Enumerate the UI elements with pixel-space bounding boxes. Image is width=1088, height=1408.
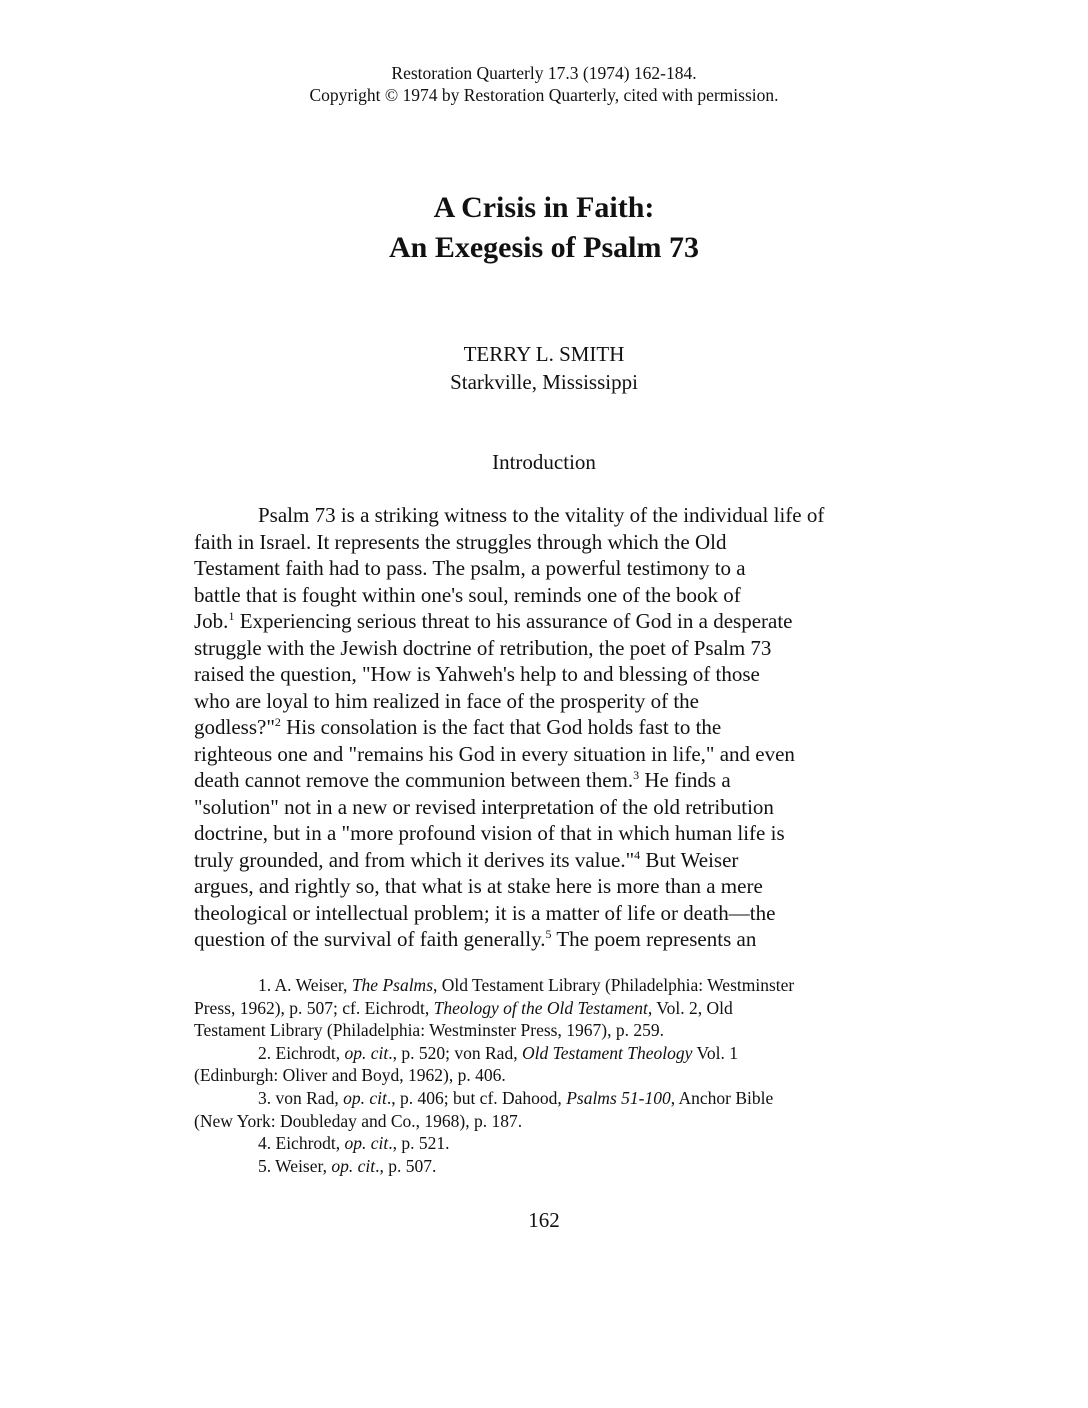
page-number: 162 <box>528 1208 560 1232</box>
body-text-run: question of the survival of faith generally. <box>194 927 546 951</box>
body-line: battle that is fought within one's soul, reminds one of the book of <box>194 582 741 607</box>
body-line: struggle with the Jewish doctrine of retribution, the poet of Psalm 73 <box>194 635 772 660</box>
footnote-4-line <box>194 1132 894 1155</box>
footnote-text: 2. Eichrodt, <box>258 1042 345 1063</box>
body-line: righteous one and "remains his God in every situation in life," and even <box>194 741 795 766</box>
body-line: argues, and rightly so, that what is at stake here is more than a mere <box>194 874 763 898</box>
body-line: Testament faith had to pass. The psalm, a powerful testimony to a <box>194 556 746 580</box>
footnote-1-line: Testament Library (Philadelphia: Westminster Press, 1967), p. 259. <box>194 1020 664 1041</box>
footnote-text: ., p. 521. <box>388 1133 450 1154</box>
body-text-run: death cannot remove the communion between them. <box>194 768 634 792</box>
body-line <box>194 608 894 635</box>
abbreviation: op. cit <box>343 1087 387 1108</box>
body-text-run: But Weiser <box>640 847 739 872</box>
footnote-text: 3. von Rad, <box>258 1087 344 1108</box>
author-location: Starkville, Mississippi <box>450 370 638 394</box>
abbreviation: op. cit <box>331 1155 376 1176</box>
body-line: doctrine, but in a "more profound vision of that in which human life is <box>194 821 785 845</box>
footnote-text: 5. Weiser, <box>258 1155 332 1176</box>
abbreviation: op. cit <box>344 1133 389 1154</box>
author-name: TERRY L. SMITH <box>463 342 625 366</box>
section-heading: Introduction <box>492 450 596 474</box>
body-line <box>194 847 894 874</box>
abbreviation: op. cit <box>344 1042 389 1063</box>
footnote-ref-2[interactable]: 2 <box>274 715 281 729</box>
book-title: Psalms 51-100 <box>566 1087 671 1108</box>
body-text-run: godless?" <box>194 715 275 739</box>
footnote-text: ., p. 520; von Rad, <box>388 1042 522 1063</box>
body-text-run: His consolation is the fact that God holds fast to the <box>280 715 722 739</box>
book-title: The Psalms <box>351 975 433 995</box>
footnote-3-line: (New York: Doubleday and Co., 1968), p. 187. <box>194 1110 523 1131</box>
article-title-line-1: A Crisis in Faith: <box>433 191 655 224</box>
footnote-text: Vol. 1 <box>692 1042 738 1063</box>
footnotes <box>194 974 894 1177</box>
body-line: "solution" not in a new or revised interpretation of the old retribution <box>194 794 774 819</box>
body-line: faith in Israel. It represents the struggles through which the Old <box>194 529 727 554</box>
body-line: Psalm 73 is a striking witness to the vitality of the individual life of <box>258 503 825 527</box>
body-line: raised the question, "How is Yahweh's help to and blessing of those <box>194 662 760 686</box>
body-line: theological or intellectual problem; it is a matter of life or death—the <box>194 900 776 925</box>
body-text-run: The poem represents an <box>551 927 757 951</box>
footnote-3-line <box>194 1087 894 1110</box>
footnote-2-line <box>194 1042 894 1065</box>
footnote-ref-4[interactable]: 4 <box>634 847 641 862</box>
footnote-text: 1. A. Weiser, <box>258 975 352 995</box>
footnote-ref-1[interactable]: 1 <box>228 609 235 623</box>
footnote-text: Press, 1962), p. 507; cf. Eichrodt, <box>194 997 434 1018</box>
journal-citation: Restoration Quarterly 17.3 (1974) 162-184. <box>391 63 697 83</box>
body-text-run: Experiencing serious threat to his assurance of God in a desperate <box>234 609 793 633</box>
footnote-1-line <box>194 974 894 997</box>
body-line: who are loyal to him realized in face of the prosperity of the <box>194 688 699 713</box>
footnote-ref-5[interactable]: 5 <box>545 927 552 941</box>
footnote-5-line <box>194 1155 894 1178</box>
footnote-text: , Old Testament Library (Philadelphia: Westminster <box>433 975 795 995</box>
body-text-run: He finds a <box>639 768 731 792</box>
footnote-text: 4. Eichrodt, <box>258 1133 345 1154</box>
body-text <box>194 502 894 953</box>
footnote-2-line: (Edinburgh: Oliver and Boyd, 1962), p. 406. <box>194 1065 506 1086</box>
body-text-run: truly grounded, and from which it derives its value." <box>194 847 635 872</box>
body-line <box>194 926 894 953</box>
body-text-run: Job. <box>194 609 229 633</box>
book-title: Old Testament Theology <box>521 1042 693 1063</box>
article-title-line-2: An Exegesis of Psalm 73 <box>389 231 699 264</box>
footnote-text: , Vol. 2, Old <box>647 997 733 1018</box>
copyright-notice: Copyright © 1974 by Restoration Quarterly, cited with permission. <box>309 85 779 105</box>
footnote-ref-3[interactable]: 3 <box>633 768 640 782</box>
footnote-text: ., p. 507. <box>375 1155 437 1176</box>
footnote-text: , Anchor Bible <box>670 1087 774 1108</box>
footnote-text: ., p. 406; but cf. Dahood, <box>386 1087 567 1108</box>
footnote-1-line <box>194 997 894 1020</box>
body-line <box>194 767 894 794</box>
book-title: Theology of the Old Testament <box>433 997 648 1018</box>
body-line <box>194 714 894 741</box>
